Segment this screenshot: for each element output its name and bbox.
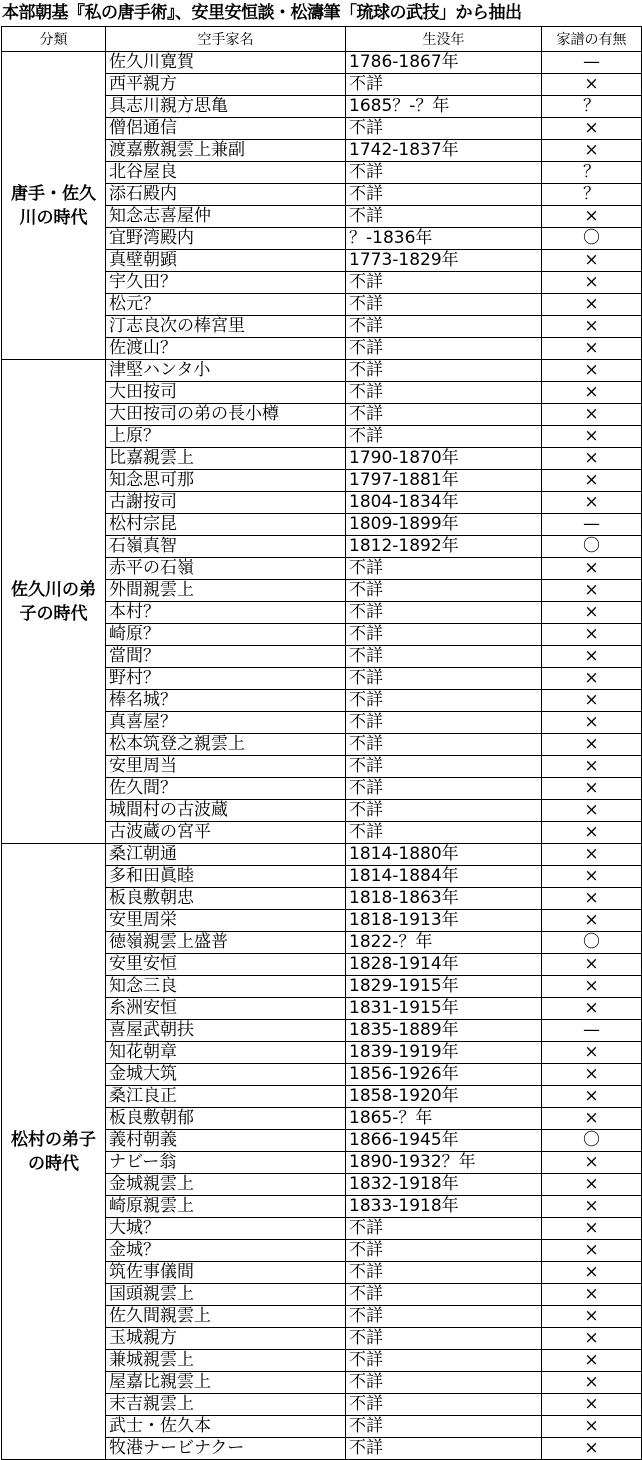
- life-years-cell: 1839-1919年: [346, 1042, 542, 1064]
- karateka-name-cell: 喜屋武朝扶: [106, 1020, 346, 1042]
- karateka-name-cell: 安里周栄: [106, 910, 346, 932]
- header-row: [2, 27, 642, 52]
- header-category: 分類: [2, 27, 106, 52]
- life-years-cell: 不詳: [346, 162, 542, 184]
- genealogy-cell: ×: [542, 360, 642, 382]
- karateka-name-cell: 本村？: [106, 602, 346, 624]
- life-years-cell: 1742-1837年: [346, 140, 542, 162]
- life-years-cell: 1685？-？年: [346, 96, 542, 118]
- genealogy-cell: ×: [542, 756, 642, 778]
- genealogy-cell: ×: [542, 1328, 642, 1350]
- karateka-name-cell: 真喜屋？: [106, 712, 346, 734]
- karateka-name-cell: ナビー翁: [106, 1152, 346, 1174]
- genealogy-cell: ×: [542, 778, 642, 800]
- genealogy-cell: ×: [542, 1042, 642, 1064]
- genealogy-cell: ×: [542, 712, 642, 734]
- karateka-name-cell: 国頭親雲上: [106, 1284, 346, 1306]
- genealogy-cell: ×: [542, 294, 642, 316]
- karateka-name-cell: 金城親雲上: [106, 1174, 346, 1196]
- karateka-name-cell: 添石殿内: [106, 184, 346, 206]
- karateka-name-cell: 棒名城？: [106, 690, 346, 712]
- karateka-name-cell: 大田按司の弟の長小樽: [106, 404, 346, 426]
- life-years-cell: 1828-1914年: [346, 954, 542, 976]
- genealogy-cell: ×: [542, 800, 642, 822]
- karateka-name-cell: 渡嘉敷親雲上兼副: [106, 140, 346, 162]
- life-years-cell: 不詳: [346, 1284, 542, 1306]
- genealogy-cell: ×: [542, 734, 642, 756]
- genealogy-cell: ×: [542, 272, 642, 294]
- genealogy-cell: ×: [542, 74, 642, 96]
- genealogy-cell: ×: [542, 580, 642, 602]
- life-years-cell: 1831-1915年: [346, 998, 542, 1020]
- karateka-name-cell: 大田按司: [106, 382, 346, 404]
- genealogy-cell: ×: [542, 1064, 642, 1086]
- header-genealogy: 家譜の有無: [542, 27, 642, 52]
- genealogy-cell: ×: [542, 426, 642, 448]
- genealogy-cell: ×: [542, 668, 642, 690]
- genealogy-cell: ×: [542, 140, 642, 162]
- karateka-name-cell: 松村宗昆: [106, 514, 346, 536]
- life-years-cell: 1814-1880年: [346, 844, 542, 866]
- genealogy-cell: ×: [542, 1306, 642, 1328]
- genealogy-cell: ×: [542, 1218, 642, 1240]
- genealogy-cell: ×: [542, 470, 642, 492]
- life-years-cell: 1818-1913年: [346, 910, 542, 932]
- life-years-cell: 1814-1884年: [346, 866, 542, 888]
- life-years-cell: 不詳: [346, 602, 542, 624]
- karateka-name-cell: 汀志良次の棒宮里: [106, 316, 346, 338]
- life-years-cell: 1866-1945年: [346, 1130, 542, 1152]
- life-years-cell: 1858-1920年: [346, 1086, 542, 1108]
- karateka-name-cell: 知花朝章: [106, 1042, 346, 1064]
- karateka-name-cell: 佐久間？: [106, 778, 346, 800]
- karateka-name-cell: 筑佐事儀間: [106, 1262, 346, 1284]
- genealogy-cell: ×: [542, 1372, 642, 1394]
- genealogy-cell: ×: [542, 910, 642, 932]
- karateka-name-cell: 屋嘉比親雲上: [106, 1372, 346, 1394]
- karateka-name-cell: 玉城親方: [106, 1328, 346, 1350]
- life-years-cell: 不詳: [346, 206, 542, 228]
- genealogy-cell: 〇: [542, 228, 642, 250]
- life-years-cell: 1890-1932？年: [346, 1152, 542, 1174]
- genealogy-cell: ×: [542, 1174, 642, 1196]
- genealogy-cell: ×: [542, 492, 642, 514]
- karateka-name-cell: 徳嶺親雲上盛普: [106, 932, 346, 954]
- karateka-name-cell: 宇久田？: [106, 272, 346, 294]
- life-years-cell: 不詳: [346, 1350, 542, 1372]
- karateka-name-cell: 桑江朝通: [106, 844, 346, 866]
- life-years-cell: 1790-1870年: [346, 448, 542, 470]
- karateka-name-cell: 義村朝義: [106, 1130, 346, 1152]
- category-cell: 唐手・佐久川の時代: [2, 52, 106, 360]
- genealogy-cell: ×: [542, 1262, 642, 1284]
- karateka-name-cell: 古謝按司: [106, 492, 346, 514]
- genealogy-cell: —: [542, 514, 642, 536]
- karateka-name-cell: 安里安恒: [106, 954, 346, 976]
- genealogy-cell: ×: [542, 954, 642, 976]
- life-years-cell: 不詳: [346, 624, 542, 646]
- life-years-cell: 不詳: [346, 690, 542, 712]
- genealogy-cell: ×: [542, 382, 642, 404]
- genealogy-cell: ×: [542, 1086, 642, 1108]
- category-cell: 松村の弟子の時代: [2, 844, 106, 1460]
- life-years-cell: 不詳: [346, 1240, 542, 1262]
- genealogy-cell: —: [542, 1020, 642, 1042]
- life-years-cell: 不詳: [346, 668, 542, 690]
- karateka-name-cell: 金城大筑: [106, 1064, 346, 1086]
- karateka-name-cell: 多和田眞睦: [106, 866, 346, 888]
- life-years-cell: 不詳: [346, 712, 542, 734]
- life-years-cell: 不詳: [346, 778, 542, 800]
- genealogy-cell: ×: [542, 1240, 642, 1262]
- life-years-cell: 1804-1834年: [346, 492, 542, 514]
- karateka-name-cell: 外間親雲上: [106, 580, 346, 602]
- karateka-name-cell: 佐久川寛賀: [106, 52, 346, 74]
- karateka-name-cell: 石嶺真智: [106, 536, 346, 558]
- life-years-cell: 不詳: [346, 118, 542, 140]
- genealogy-cell: ×: [542, 206, 642, 228]
- karateka-name-cell: 津堅ハンタ小: [106, 360, 346, 382]
- table-row: [2, 360, 642, 382]
- genealogy-cell: ？: [542, 184, 642, 206]
- genealogy-cell: ？: [542, 96, 642, 118]
- life-years-cell: 1809-1899年: [346, 514, 542, 536]
- life-years-cell: 不詳: [346, 338, 542, 360]
- genealogy-cell: ×: [542, 624, 642, 646]
- life-years-cell: 1818-1863年: [346, 888, 542, 910]
- table-body: [2, 52, 642, 1460]
- header-life-years: 生没年: [346, 27, 542, 52]
- life-years-cell: 不詳: [346, 404, 542, 426]
- genealogy-cell: ×: [542, 888, 642, 910]
- genealogy-cell: ×: [542, 998, 642, 1020]
- karateka-name-cell: 具志川親方思亀: [106, 96, 346, 118]
- genealogy-cell: ×: [542, 1196, 642, 1218]
- karateka-name-cell: 野村？: [106, 668, 346, 690]
- life-years-cell: 不詳: [346, 580, 542, 602]
- life-years-cell: 不詳: [346, 360, 542, 382]
- karateka-name-cell: 武士・佐久本: [106, 1416, 346, 1438]
- karateka-name-cell: 知念三良: [106, 976, 346, 998]
- karateka-name-cell: 松本筑登之親雲上: [106, 734, 346, 756]
- life-years-cell: 不詳: [346, 74, 542, 96]
- karateka-name-cell: 兼城親雲上: [106, 1350, 346, 1372]
- life-years-cell: ？-1836年: [346, 228, 542, 250]
- life-years-cell: 1829-1915年: [346, 976, 542, 998]
- life-years-cell: 不詳: [346, 800, 542, 822]
- genealogy-cell: ×: [542, 250, 642, 272]
- life-years-cell: 不詳: [346, 822, 542, 844]
- genealogy-cell: ×: [542, 822, 642, 844]
- karateka-name-cell: 末吉親雲上: [106, 1394, 346, 1416]
- genealogy-cell: ×: [542, 844, 642, 866]
- table-row: [2, 52, 642, 74]
- genealogy-cell: ×: [542, 448, 642, 470]
- life-years-cell: 1833-1918年: [346, 1196, 542, 1218]
- karateka-name-cell: 板良敷朝郁: [106, 1108, 346, 1130]
- life-years-cell: 1797-1881年: [346, 470, 542, 492]
- life-years-cell: 不詳: [346, 1372, 542, 1394]
- karateka-name-cell: 當間？: [106, 646, 346, 668]
- life-years-cell: 不詳: [346, 646, 542, 668]
- karateka-name-cell: 比嘉親雲上: [106, 448, 346, 470]
- life-years-cell: 不詳: [346, 316, 542, 338]
- life-years-cell: 不詳: [346, 1306, 542, 1328]
- karateka-name-cell: 佐渡山？: [106, 338, 346, 360]
- genealogy-cell: —: [542, 52, 642, 74]
- life-years-cell: 1865-？年: [346, 1108, 542, 1130]
- karateka-name-cell: 桑江良正: [106, 1086, 346, 1108]
- karateka-name-cell: 知念志喜屋仲: [106, 206, 346, 228]
- karateka-name-cell: 松元？: [106, 294, 346, 316]
- karateka-name-cell: 板良敷朝忠: [106, 888, 346, 910]
- genealogy-cell: 〇: [542, 932, 642, 954]
- genealogy-cell: ？: [542, 162, 642, 184]
- life-years-cell: 不詳: [346, 294, 542, 316]
- genealogy-cell: ×: [542, 118, 642, 140]
- genealogy-cell: ×: [542, 1108, 642, 1130]
- genealogy-cell: ×: [542, 602, 642, 624]
- karateka-name-cell: 赤平の石嶺: [106, 558, 346, 580]
- life-years-cell: 不詳: [346, 1438, 542, 1460]
- karateka-name-cell: 城間村の古波蔵: [106, 800, 346, 822]
- karateka-name-cell: 崎原親雲上: [106, 1196, 346, 1218]
- karateka-name-cell: 宜野湾殿内: [106, 228, 346, 250]
- genealogy-cell: ×: [542, 1416, 642, 1438]
- genealogy-cell: ×: [542, 866, 642, 888]
- karateka-name-cell: 上原？: [106, 426, 346, 448]
- genealogy-cell: ×: [542, 338, 642, 360]
- genealogy-cell: 〇: [542, 536, 642, 558]
- life-years-cell: 不詳: [346, 558, 542, 580]
- karateka-name-cell: 金城？: [106, 1240, 346, 1262]
- genealogy-cell: ×: [542, 1350, 642, 1372]
- genealogy-cell: ×: [542, 404, 642, 426]
- karateka-name-cell: 大城？: [106, 1218, 346, 1240]
- life-years-cell: 不詳: [346, 382, 542, 404]
- life-years-cell: 1786-1867年: [346, 52, 542, 74]
- life-years-cell: 不詳: [346, 1416, 542, 1438]
- karateka-name-cell: 僧侶通信: [106, 118, 346, 140]
- life-years-cell: 不詳: [346, 1328, 542, 1350]
- life-years-cell: 不詳: [346, 1218, 542, 1240]
- karateka-name-cell: 真壁朝顕: [106, 250, 346, 272]
- genealogy-cell: ×: [542, 1438, 642, 1460]
- life-years-cell: 不詳: [346, 1262, 542, 1284]
- life-years-cell: 不詳: [346, 272, 542, 294]
- life-years-cell: 不詳: [346, 426, 542, 448]
- genealogy-cell: ×: [542, 316, 642, 338]
- genealogy-cell: ×: [542, 1152, 642, 1174]
- table-row: [2, 844, 642, 866]
- genealogy-cell: ×: [542, 976, 642, 998]
- life-years-cell: 不詳: [346, 734, 542, 756]
- karateka-name-cell: 糸洲安恒: [106, 998, 346, 1020]
- life-years-cell: 不詳: [346, 756, 542, 778]
- genealogy-cell: ×: [542, 1284, 642, 1306]
- genealogy-cell: ×: [542, 1394, 642, 1416]
- karateka-name-cell: 古波蔵の宮平: [106, 822, 346, 844]
- life-years-cell: 1832-1918年: [346, 1174, 542, 1196]
- life-years-cell: 不詳: [346, 1394, 542, 1416]
- life-years-cell: 1822-？年: [346, 932, 542, 954]
- karateka-name-cell: 西平親方: [106, 74, 346, 96]
- karateka-name-cell: 崎原？: [106, 624, 346, 646]
- genealogy-cell: ×: [542, 558, 642, 580]
- karateka-name-cell: 安里周当: [106, 756, 346, 778]
- life-years-cell: 1812-1892年: [346, 536, 542, 558]
- table-title: 本部朝基『私の唐手術』、安里安恒談・松濤筆「琉球の武技」から抽出: [2, 3, 522, 23]
- life-years-cell: 不詳: [346, 184, 542, 206]
- life-years-cell: 1773-1829年: [346, 250, 542, 272]
- karateka-name-cell: 知念思可那: [106, 470, 346, 492]
- karateka-name-cell: 佐久間親雲上: [106, 1306, 346, 1328]
- life-years-cell: 1835-1889年: [346, 1020, 542, 1042]
- karateka-name-cell: 牧港ナービナクー: [106, 1438, 346, 1460]
- genealogy-cell: ×: [542, 690, 642, 712]
- genealogy-cell: ×: [542, 646, 642, 668]
- header-karateka-name: 空手家名: [106, 27, 346, 52]
- genealogy-cell: 〇: [542, 1130, 642, 1152]
- karateka-name-cell: 北谷屋良: [106, 162, 346, 184]
- category-cell: 佐久川の弟子の時代: [2, 360, 106, 844]
- karate-masters-table: [1, 26, 642, 1460]
- life-years-cell: 1856-1926年: [346, 1064, 542, 1086]
